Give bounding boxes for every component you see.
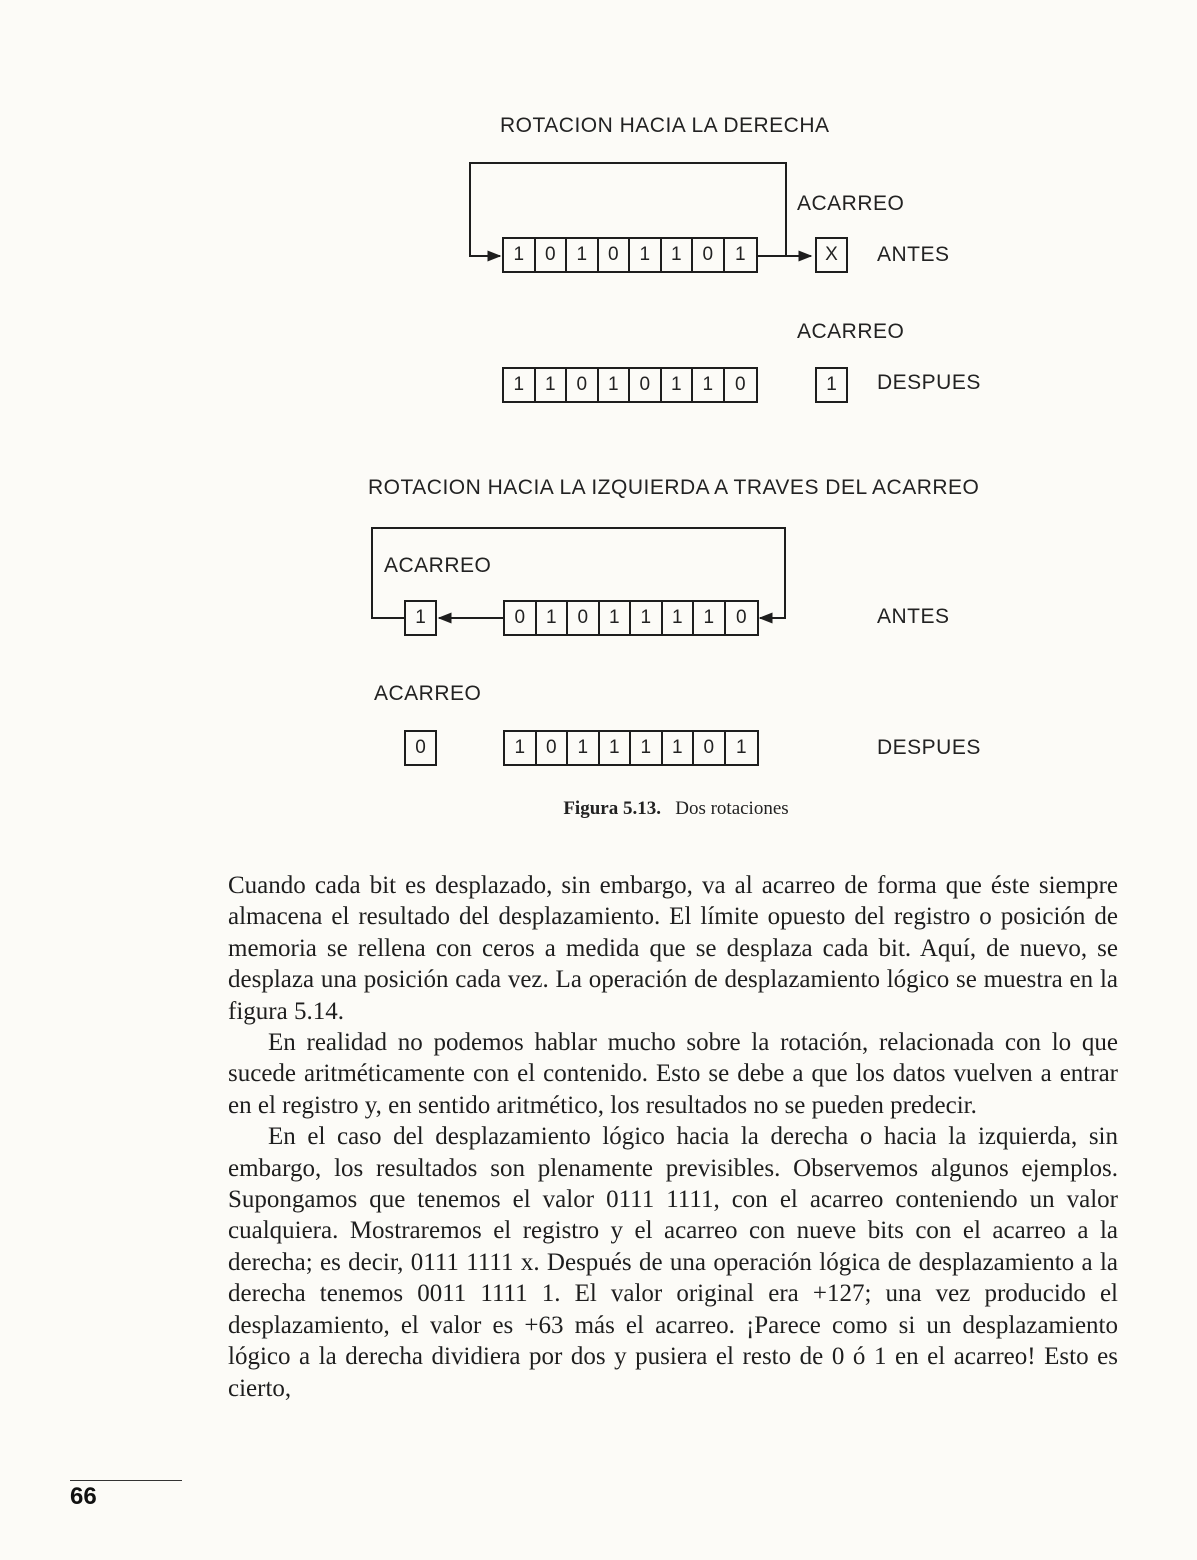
bit-cell: 1	[599, 369, 631, 401]
bit-cell: 1	[631, 602, 663, 634]
bit-cell: 0	[630, 369, 662, 401]
bit-cell: 0	[599, 239, 631, 271]
bit-cell: 1	[504, 369, 536, 401]
bit-cell: 0	[505, 602, 537, 634]
bit-cell: 1	[631, 732, 663, 764]
bit-cell: 1	[663, 732, 695, 764]
carry-box-bottom-after: 0	[404, 730, 437, 766]
register-top-before	[502, 237, 758, 273]
bit-cell: 0	[693, 239, 725, 271]
register-top-after	[502, 367, 758, 403]
carry-box-top-before: X	[815, 237, 848, 273]
bit-cell: 1	[630, 239, 662, 271]
paragraph-2: En realidad no podemos hablar mucho sobre la rotación, relacionada con lo que sucede aritméticamente con el contenido. Esto se debe a que los datos vuelven a entrar en el registro y, en sentido aritmético, los resultados no se pueden predecir.	[228, 1029, 1118, 1119]
bit-cell: 1	[735, 737, 747, 758]
figure-bottom-title: ROTACION HACIA LA IZQUIERDA A TRAVES DEL ACARREO	[368, 476, 980, 499]
register-bottom-after	[503, 730, 759, 766]
state-label-top-before: ANTES	[877, 243, 950, 266]
bit-cell: 1	[693, 369, 725, 401]
bit-cell: 1	[505, 732, 537, 764]
bit-cell: 1	[567, 239, 599, 271]
bit-cell: 1	[600, 732, 632, 764]
bit-cell: 0	[694, 732, 726, 764]
paragraph-1: Cuando cada bit es desplazado, sin embargo, va al acarreo de forma que éste siempre almacena el resultado del desplazamiento. El límite opuesto del registro o posición de memoria se rellena con ceros a medida que se desplaza cada bit. Aquí, de nuevo, se desplaza una posición cada vez. La operación de desplazamiento lógico se muestra en la figura 5.14.	[228, 872, 1118, 1025]
bit-cell: 0	[568, 602, 600, 634]
bit-cell: 0	[734, 374, 746, 395]
bit-cell: 1	[734, 244, 746, 265]
figure-caption-number: Figura 5.13.	[563, 798, 661, 819]
carry-label-top-after: ACARREO	[797, 320, 905, 343]
state-label-top-after: DESPUES	[877, 371, 981, 394]
bit-cell: 1	[568, 732, 600, 764]
page-number: 66	[70, 1483, 97, 1510]
carry-label-top-before: ACARREO	[797, 192, 905, 215]
figure-top-title: ROTACION HACIA LA DERECHA	[500, 114, 830, 137]
carry-label-bottom-before: ACARREO	[384, 554, 492, 577]
register-bottom-before	[503, 600, 759, 636]
bit-cell: 1	[662, 369, 694, 401]
bit-cell: 0	[537, 732, 569, 764]
state-label-bottom-before: ANTES	[877, 605, 950, 628]
bit-cell: 0	[735, 607, 747, 628]
bit-cell: 0	[567, 369, 599, 401]
carry-box-top-after: 1	[815, 367, 848, 403]
body-text	[228, 870, 1118, 1404]
paragraph-3: En el caso del desplazamiento lógico hacia la derecha o hacia la izquierda, sin embargo, los resultados son plenamente previsibles. Observemos algunos ejemplos. Supongamos que tenemos el valor 0111 1111, con el acarreo conteniendo un valor cualquiera. Mostraremos el registro y el acarreo con nueve bits con el acarreo a la derecha; es decir, 0111 1111 x. Después de una operación lógica de desplazamiento a la derecha tenemos 0011 1111 1. El valor original era +127; una vez producido el desplazamiento, el valor es +63 más el acarreo. ¡Parece como si un desplazamiento lógico a la derecha dividiera por dos y pusiera el resto de 0 ó 1 en el acarreo! Esto es cierto,	[228, 1123, 1118, 1402]
state-label-bottom-after: DESPUES	[877, 736, 981, 759]
figure-caption	[0, 798, 1197, 820]
bit-cell: 1	[662, 239, 694, 271]
bit-cell: 1	[694, 602, 726, 634]
footer-rule	[70, 1480, 182, 1481]
figure-caption-text: Dos rotaciones	[675, 798, 789, 819]
carry-box-bottom-before: 1	[404, 600, 437, 636]
bit-cell: 1	[600, 602, 632, 634]
bit-cell: 1	[663, 602, 695, 634]
bit-cell: 1	[536, 369, 568, 401]
bit-cell: 1	[504, 239, 536, 271]
bit-cell: 1	[537, 602, 569, 634]
bit-cell: 0	[536, 239, 568, 271]
carry-label-bottom-after: ACARREO	[374, 682, 482, 705]
